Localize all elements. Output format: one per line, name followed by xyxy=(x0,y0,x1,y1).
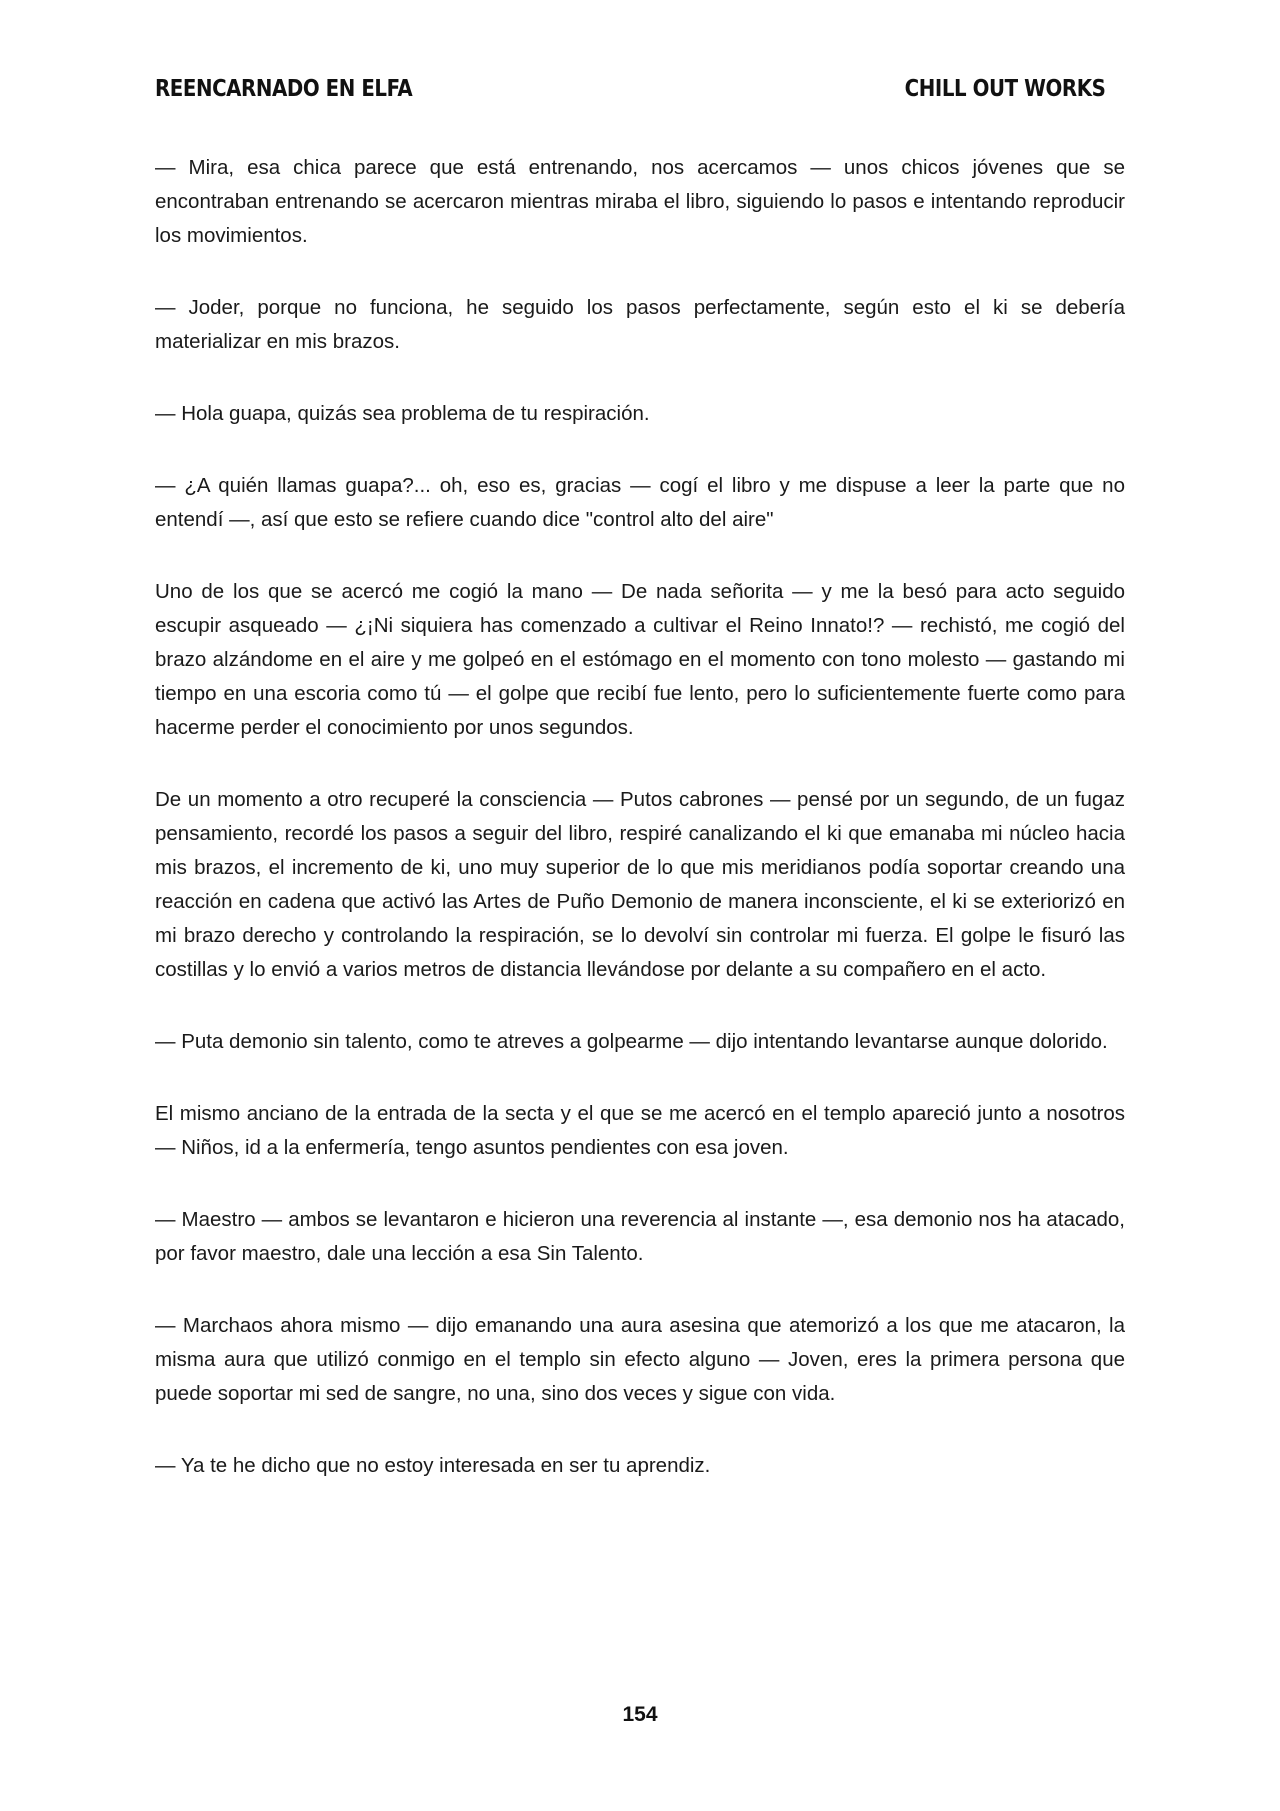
paragraph: — Marchaos ahora mismo — dijo emanando una aura asesina que atemorizó a los que me atacaron, la misma aura que utilizó conmigo en el templo sin efecto alguno — Joven, eres la primera persona que puede soportar mi sed de sangre, no una, sino dos veces y sigue con vida. xyxy=(155,1314,1125,1405)
paragraph: — ¿A quién llamas guapa?... oh, eso es, gracias — cogí el libro y me dispuse a leer la parte que no entendí —, así que esto se refiere cuando dice "control alto del aire" xyxy=(155,474,1125,531)
page-number: 154 xyxy=(622,1703,658,1726)
publisher-name: CHILL OUT WORKS xyxy=(904,76,1105,102)
book-title: REENCARNADO EN ELFA xyxy=(155,76,413,102)
paragraph: — Puta demonio sin talento, como te atreves a golpearme — dijo intentando levantarse aunque dolorido. xyxy=(155,1030,1108,1053)
paragraph: — Ya te he dicho que no estoy interesada en ser tu aprendiz. xyxy=(155,1454,711,1477)
paragraph: El mismo anciano de la entrada de la secta y el que se me acercó en el templo apareció junto a nosotros — Niños, id a la enfermería, tengo asuntos pendientes con esa joven. xyxy=(155,1102,1125,1159)
paragraph: — Joder, porque no funciona, he seguido los pasos perfectamente, según esto el ki se debería materializar en mis brazos. xyxy=(155,296,1125,353)
paragraph: De un momento a otro recuperé la consciencia — Putos cabrones — pensé por un segundo, de un fugaz pensamiento, recordé los pasos a seguir del libro, respiré canalizando el ki que emanaba mi núcleo hacia mis brazos, el incremento de ki, uno muy superior de lo que mis meridianos podía soportar creando una reacción en cadena que activó las Artes de Puño Demonio de manera inconsciente, el ki se exteriorizó en mi brazo derecho y controlando la respiración, se lo devolví sin controlar mi fuerza. El golpe le fisuró las costillas y lo envió a varios metros de distancia llevándose por delante a su compañero en el acto. xyxy=(155,788,1125,981)
paragraph: — Hola guapa, quizás sea problema de tu respiración. xyxy=(155,402,650,425)
body-text xyxy=(155,151,1125,1521)
page-header xyxy=(155,76,1105,110)
paragraph: — Maestro — ambos se levantaron e hicieron una reverencia al instante —, esa demonio nos ha atacado, por favor maestro, dale una lección a esa Sin Talento. xyxy=(155,1208,1125,1265)
paragraph: Uno de los que se acercó me cogió la mano — De nada señorita — y me la besó para acto seguido escupir asqueado — ¿¡Ni siquiera has comenzado a cultivar el Reino Innato!? — rechistó, me cogió del brazo alzándome en el aire y me golpeó en el estómago en el momento con tono molesto — gastando mi tiempo en una escoria como tú — el golpe que recibí fue lento, pero lo suficientemente fuerte como para hacerme perder el conocimiento por unos segundos. xyxy=(155,580,1125,739)
paragraph: — Mira, esa chica parece que está entrenando, nos acercamos — unos chicos jóvenes que se encontraban entrenando se acercaron mientras miraba el libro, siguiendo lo pasos e intentando reproducir los movimientos. xyxy=(155,156,1125,247)
